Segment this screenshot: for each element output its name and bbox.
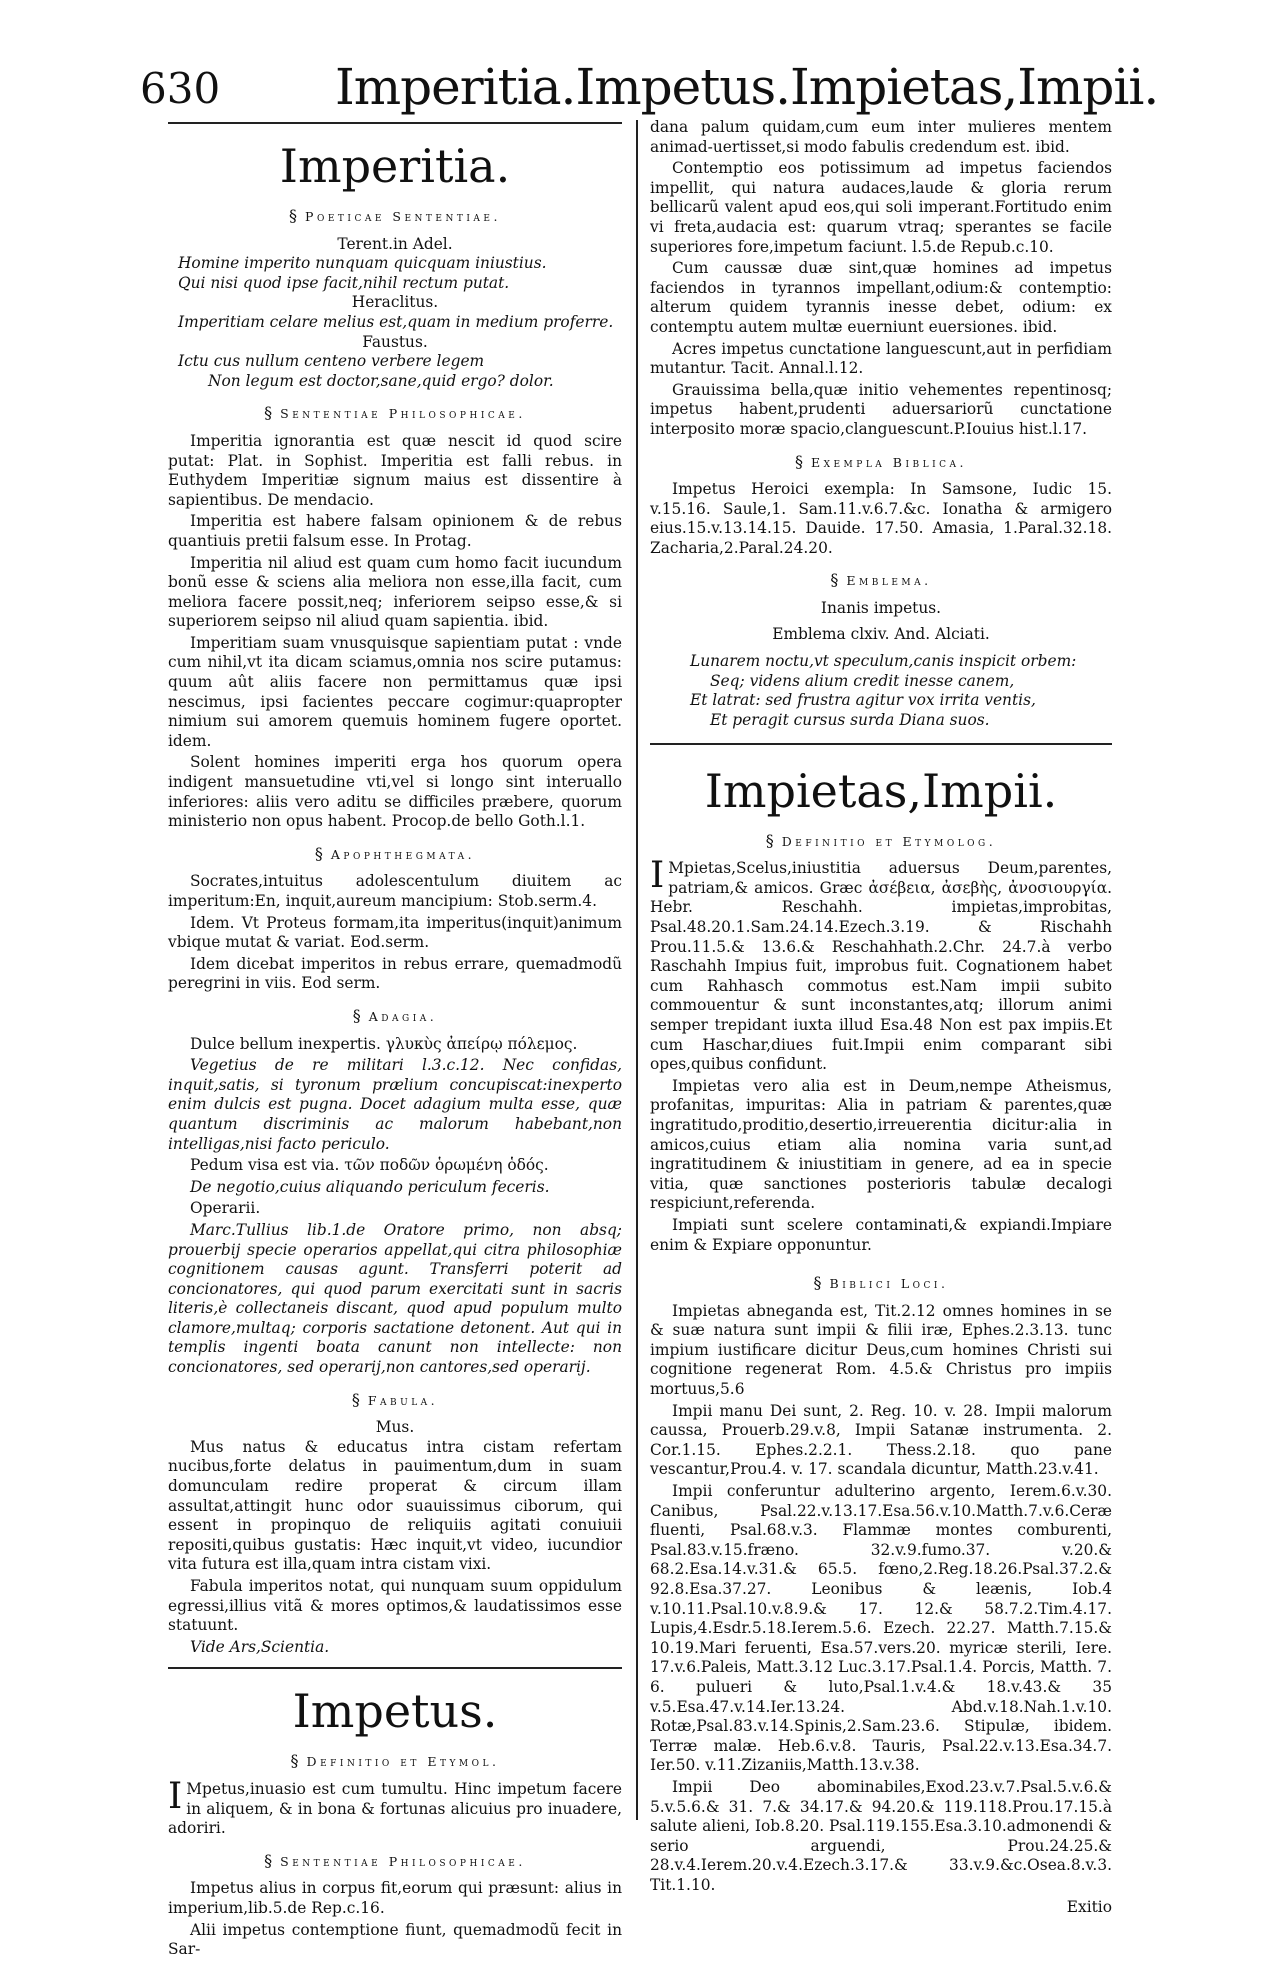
verse-line: Non legum est doctor,sane,quid ergo? dolor. [208,371,554,390]
adage-commentary: De negotio,cuius aliquando periculum feceris. [190,1177,550,1196]
verse-line: Qui nisi quod ipse facit,nihil rectum putat. [178,273,510,292]
verse-line: Lunarem noctu,vt speculum,canis inspicit orbem: [690,652,1077,671]
page-number: 630 [140,64,221,113]
section-heading-definitio: § Definitio et Etymol. [290,1751,500,1771]
paragraph: Idem. Vt Proteus formam,ita imperitus(inquit)animum vbique mutat & variat. Eod.serm. [168,913,622,952]
running-head: Imperitia.Impetus.Impietas,Impii. [335,58,1159,116]
adage-commentary: Marc.Tullius lib.1.de Oratore primo, non absq; prouerbij specie operarios appellat,qui citra philosophiæ cognitionem causas agunt. Transferri poterit ad concionatores, qui quod parum exercitati sunt in sacris literis,è collectaneis discant, quod apud populum multo clamore,multaq; corporis sactatione detonent. Aut qui in templis ingenti boata canunt non intellecte: non concionatores, sed operarij,non cantores,sed operarij. [168,1220,622,1377]
drop-initial: I [650,855,665,897]
paragraph: Alii impetus contemptione fiunt, quemadmodũ fecit in Sar- [168,1920,622,1959]
page-header [140,58,1159,118]
paragraph: Impietas vero alia est in Deum,nempe Atheismus, profanitas, impuritas: Alia in patriam & parentes,quæ ingratitudo,proditio,desertio,irreuerentia dicitur:alia in amicos,cuius etiam alia nomina varia sunt,ad ingratitudinem & iniustitiam in genere, ad ea in specie vitia, quæ sanctiones posterioris tabulæ decalogi respiciunt,referenda. [650,1076,1112,1213]
verse-line: Imperitiam celare melius est,quam in medium proferre. [178,312,614,331]
adage-commentary: Vegetius de re militari l.3.c.12. Nec confidas, inquit,satis, si tyronum prælium concupiscat:inexperto enim dulcis est pugna. Docet adagium multa esse, quæ quantum discriminis ac malorum habebant,non intelligas,nisi facto periculo. [168,1056,622,1153]
paragraph: Imperitia nil aliud est quam cum homo facit iucundum bonũ esse & sciens alia meliora non esse,illa facit, cum meliora facere possit,neq; inferiorem seipso esse,& si superiorem seipso nil aliud quam sapientia. ibid. [168,553,622,631]
section-heading-fabula: § Fabula. [351,1389,439,1409]
section-heading-definitio: § Definitio et Etymolog. [765,830,997,850]
section-heading-exempla: § Exempla Biblica. [794,451,968,471]
adage: Dulce bellum inexpertis. γλυκὺς ἀπείρῳ πόλεμος. [190,1034,578,1053]
emblem-source: Emblema clxiv. And. Alciati. [772,624,990,643]
paragraph: Imperitiam suam vnusquisque sapientiam putat : vnde cum nihil,vt ita dicam sciamus,omnia nos scire putamus: quum aût aliis facere non permittamus quæ ipsi nescimus, ipsi facientes peccare cogimur:quapropter nimium sui amorem quemuis hominem fugere oportet. idem. [168,633,622,750]
source-faustus: Faustus. [362,332,428,351]
paragraph: Idem dicebat imperitos in rebus errare, quemadmodũ peregrini in viis. Eod serm. [168,954,622,993]
catchword: Exitio [1066,1897,1112,1916]
paragraph: dana palum quidam,cum eum inter mulieres mentem animad-uertisset,si modo fabulis credendum est. ibid. [650,118,1112,156]
emblem-motto: Inanis impetus. [820,599,942,618]
paragraph: Impii conferuntur adulterino argento, Ierem.6.v.30. Canibus, Psal.22.v.13.17.Esa.56.v.10.Matth.7.v.6.Ceræ fluenti, Psal.68.v.3. Flammæ montes comburenti, Psal.83.v.15.fræno. 32.v.9.fumo.37. v.20.& 68.2.Esa.14.v.31.& 65.5. fœno,2.Reg.18.26.Psal.37.2.& 92.8.Esa.37.27. Leonibus & leænis, Iob.4 v.10.11.Psal.10.v.8.9.& 17. 12.& 58.7.2.Tim.4.17. Lupis,4.Esdr.5.18.Ierem.5.6. Ezech. 22.27. Matth.7.15.& 10.19.Mari feruenti, Esa.57.vers.20. myricæ sterili, Iere. 17.v.6.Paleis, Matt.3.12 Luc.3.17.Psal.1.4. Porcis, Matth. 7. 6. pulueri & luto,Psal.1.v.4.& 18.v.43.& 35 v.5.Esa.47.v.14.Ier.13.24. Abd.v.18.Nah.1.v.10. Rotæ,Psal.83.v.14.Spinis,2.Sam.23.6. Stipulæ, ibidem. Terræ malæ. Heb.6.v.8. Tauris, Psal.22.v.13.Esa.34.7. Ier.50. v.11.Zizaniis,Matth.13.v.38. [650,1482,1112,1775]
paragraph: I Mpetus,inuasio est cum tumultu. Hinc impetum facere in aliquem, & in bona & fortunas alicuius pro inuadere, adoriri. [168,1775,622,1838]
verse-line: Seq; videns alium credit inesse canem, [710,671,1015,690]
paragraph: Impii manu Dei sunt, 2. Reg. 10. v. 28. Impii malorum caussa, Prouerb.29.v.8, Impii Satanæ instrumenta. 2. Cor.1.15. Ephes.2.2.1. Thess.2.18. quo pane vescantur,Prou.4. v. 17. scandala dicuntur, Matth.23.v.41. [650,1401,1112,1479]
paragraph: Cum caussæ duæ sint,quæ homines ad impetus faciendos in tyrannos impellant,odium:& contemptio: alterum quidem tyrannis inesse debet, odium: ex contemptu autem multæ euerniunt euersiones. ibid. [650,259,1112,336]
paragraph: Socrates,intuitus adolescentulum diuitem ac imperitum:En, inquit,aureum mancipium: Stob.serm.4. [168,872,622,910]
section-rule [168,1667,622,1669]
paragraph: Imperitia est habere falsam opinionem & de rebus quantiuis pretii falsum esse. In Protag. [168,512,622,550]
header-rule [168,122,622,124]
section-rule [650,743,1112,745]
cross-reference: Vide Ars,Scientia. [190,1637,330,1656]
paragraph: Impiati sunt scelere contaminati,& expiandi.Impiare enim & Expiare opponuntur. [650,1215,1112,1254]
left-column [168,118,622,1962]
drop-initial: I [168,1775,183,1817]
paragraph: Imperitia ignorantia est quæ nescit id quod scire putat: Plat. in Sophist. Imperitia est falli rebus. in Euthydem Imperitiæ signum maius est dissentire à sapientibus. De mendacio. [168,431,622,509]
paragraph: Impetus Heroici exempla: In Samsone, Iudic 15. v.15.16. Saule,1. Sam.11.v.6.7.&c. Ionatha & armigero eius.15.v.13.14.15. Dauide. 17.50. Amasia, 1.Paral.32.18. Zacharia,2.Paral.24.20. [650,480,1112,557]
paragraph: Impetus alius in corpus fit,eorum qui præsunt: alius in imperium,lib.5.de Rep.c.16. [168,1879,622,1917]
section-heading-philosophicae: § Sententiae Philosophicae. [264,403,526,423]
paragraph: I Mpietas,Scelus,iniustitia aduersus Deum,parentes, patriam,& amicos. Græc ἀσέβεια, ἀσεβὴς, ἀνοσιουργία. Hebr. Reschahh. impietas,improbitas, Psal.48.20.1.Sam.24.14.Ezech.3.19. & Rischahh Prou.11.5.& 13.6.& Reschahhath.2.Chr. 24.7.à verbo Raschahh Impius fuit, improbus fuit. Cognationem habet cum Rahhasch commotus est.Nam impii subito commouentur & sunt inconstantes,atq; illorum animi semper trepidant iuxta illud Esa.48 Non est pax impiis.Et cum Haschar,diues fuit.Impii enim comparant sibi opes,quibus confidunt. [650,855,1112,1074]
adage: Operarii. [190,1199,261,1218]
fable-title: Mus. [375,1418,415,1437]
section-heading-adagia: § Adagia. [352,1005,438,1025]
column-divider [636,120,638,1820]
paragraph: Impietas abneganda est, Tit.2.12 omnes homines in se & suæ natura sunt impii & filii iræ, Ephes.2.3.13. tunc impium iustificare dicitur Deus,cum homines Christi sui cognitione regenerat Rom. 4.5.& Christus pro impiis mortuus,5.6 [650,1301,1112,1399]
verse-line: Ictu cus nullum centeno verbere legem [178,352,485,371]
verse-line: Et latrat: sed frustra agitur vox irrita ventis, [690,691,1036,710]
paragraph: Solent homines imperiti erga hos quorum opera indigent mansuetudine vti,vel si longo sint interuallo inferiores: aliis vero aditu se difficiles præbere, quorum ministerio non opus habent. Procop.de bello Goth.l.1. [168,753,622,831]
impietas-title: Impietas,Impii. [704,763,1058,818]
paragraph: Contemptio eos potissimum ad impetus faciendos impellit, qui natura audaces,laude & gloria rerum bellicarũ valent apud eos,qui soli imperant.Fortitudo enim vi freta,audacia est: quarum vtraq; sperantes se facile superiores fore,impetum faciunt. l.5.de Repub.c.10. [650,159,1112,256]
imperitia-title: Imperitia. [279,139,511,193]
verse-line: Homine imperito nunquam quicquam iniustius. [178,254,547,273]
paragraph: Mus natus & educatus intra cistam refertam nucibus,forte delatus in pauimentum,dum in suam domunculam redire properat & circum illam assultat,attingit hunc odor suauissimus ciborum, qui essent in propinquo de reliquiis agitati conuiuii repositi,quibus gustatis: Hæc inquit,vt video, iucundior vita futura est illa,quam intra cistam vixi. [168,1437,622,1574]
paragraph: Fabula imperitos notat, qui nunquam suum oppidulum egressi,illius vitã & mores optimos,& laudatissimos esse statuunt. [168,1577,622,1635]
section-heading-poeticae: § Poeticae Sententiae. [289,206,501,225]
verse-line: Et peragit cursus surda Diana suos. [710,711,990,730]
section-heading-biblici: § Biblici Loci. [813,1273,949,1293]
source-terentius: Terent.in Adel. [337,234,453,253]
paragraph: Acres impetus cunctatione languescunt,aut in perfidiam mutantur. Tacit. Annal.l.12. [650,339,1112,378]
paragraph: Grauissima bella,quæ initio vehementes repentinosq; impetus habent,prudenti aduersariorũ cunctatione interposito moræ spacio,clanguescunt.P.Iouius hist.l.17. [650,380,1112,438]
impetus-title: Impetus. [292,1684,498,1739]
paragraph: Impii Deo abominabiles,Exod.23.v.7.Psal.5.v.6.& 5.v.5.6.& 31. 7.& 34.17.& 94.20.& 119.118.Prou.17.15.à salute alieni, Iob.8.20. Psal.119.155.Esa.3.10.admonendi & serio arguendi, Prou.24.25.& 28.v.4.Ierem.20.v.4.Ezech.3.17.& 33.v.9.&c.Osea.8.v.3. Tit.1.10. [650,1777,1112,1894]
section-heading-emblema: § Emblema. [830,570,932,590]
section-heading-philosophicae: § Sententiae Philosophicae. [264,1850,526,1870]
right-column [650,118,1112,1917]
source-heraclitus: Heraclitus. [351,293,439,312]
section-heading-apophthegmata: § Apophthegmata. [314,843,476,863]
adage: Pedum visa est via. τῶν ποδῶν ὁρωμένη ὁδός. [190,1156,549,1175]
